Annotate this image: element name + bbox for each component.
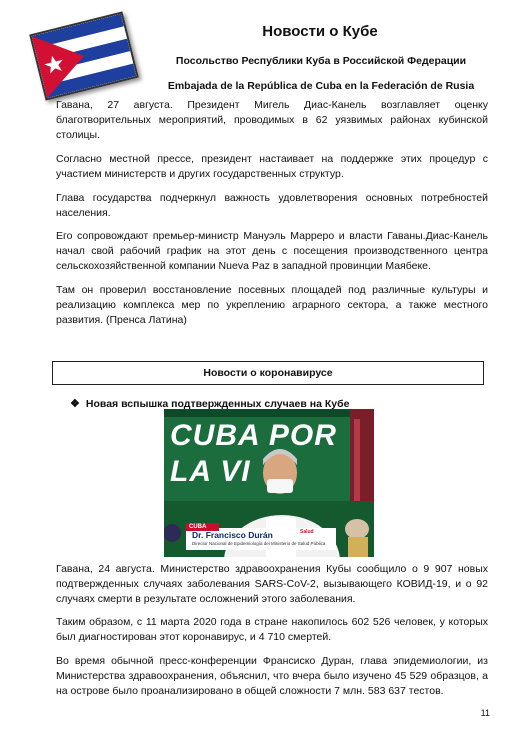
backdrop-slogan-line1: CUBA POR [170,419,337,452]
article1-paragraph: Гавана, 27 августа. Президент Мигель Диас-Канель возглавляет оценку благотворительных мероприятий, проводимых в 62 уязвимых районах кубинской столицы. [56,99,488,141]
page-title: Новости о Кубе [262,23,378,40]
cuba-flag-image [29,11,139,100]
page-number: 11 [480,708,490,718]
caption-person-role: Director Nacional de Epidemiología del Ministerio de Salud Pública [192,541,326,546]
caption-person-name: Dr. Francisco Durán [192,530,273,540]
article2-paragraph: Во время обычной пресс-конференции Франсиско Дуран, глава эпидемиологии, из Министерства здравоохранения, объяснил, что вчера было изучено 45 529 образцов, а на острове было проанализировано в общей сложности 7 млн. 583 637 тестов. [56,655,488,697]
section-title: Новости о коронавирусе [203,367,333,379]
embassy-name-es: Embajada de la República de Cuba en la Federación de Rusia [167,80,475,92]
article2-paragraph: Таким образом, с 11 марта 2020 года в стране накопилось 602 526 человек, у которых был диагностирован этот коронавирус, и 4 710 смертей. [56,616,488,643]
article1-paragraph: Там он проверил восстановление посевных площадей под различные культуры и реализацию комплекса мер по укреплению аграрного сектора, а также местного развития. (Пренса Латина) [56,284,488,326]
article1-paragraph: Глава государства подчеркнул важность удовлетворения основных потребностей населения. [56,192,488,219]
diamond-bullet-icon: ❖ [70,398,80,410]
article1-paragraph: Согласно местной прессе, президент настаивает на поддержке этих процедур с участием министерств и других государственных структур. [56,153,488,180]
news-headline: Новая вспышка подтвержденных случаев на Кубе [85,397,350,410]
article1-paragraph: Его сопровождают премьер-министр Мануэль Марреро и власти Гаваны.Диас-Канель начал свой рабочий график на этот день с посещения производственного центра сельскохозяйственной компании Nueva Paz в западной провинции Маябеке. [56,230,488,272]
channel-tag: CUBA [186,523,219,531]
embassy-name-ru: Посольство Республики Куба в Российской Федерации [175,55,467,67]
backdrop-slogan-line2: LA VI [170,455,251,488]
section-header-box [52,361,484,385]
ministry-logo: Salud [300,529,314,535]
press-conference-photo [164,409,374,557]
article2-paragraph: Гавана, 24 августа. Министерство здравоохранения Кубы сообщило о 9 907 новых подтвержденных случаях заболевания SARS-CoV-2, вызывающего КОВИД-19, и о 92 случаях смерти в результате осложнений этого заболевания. [56,563,488,605]
